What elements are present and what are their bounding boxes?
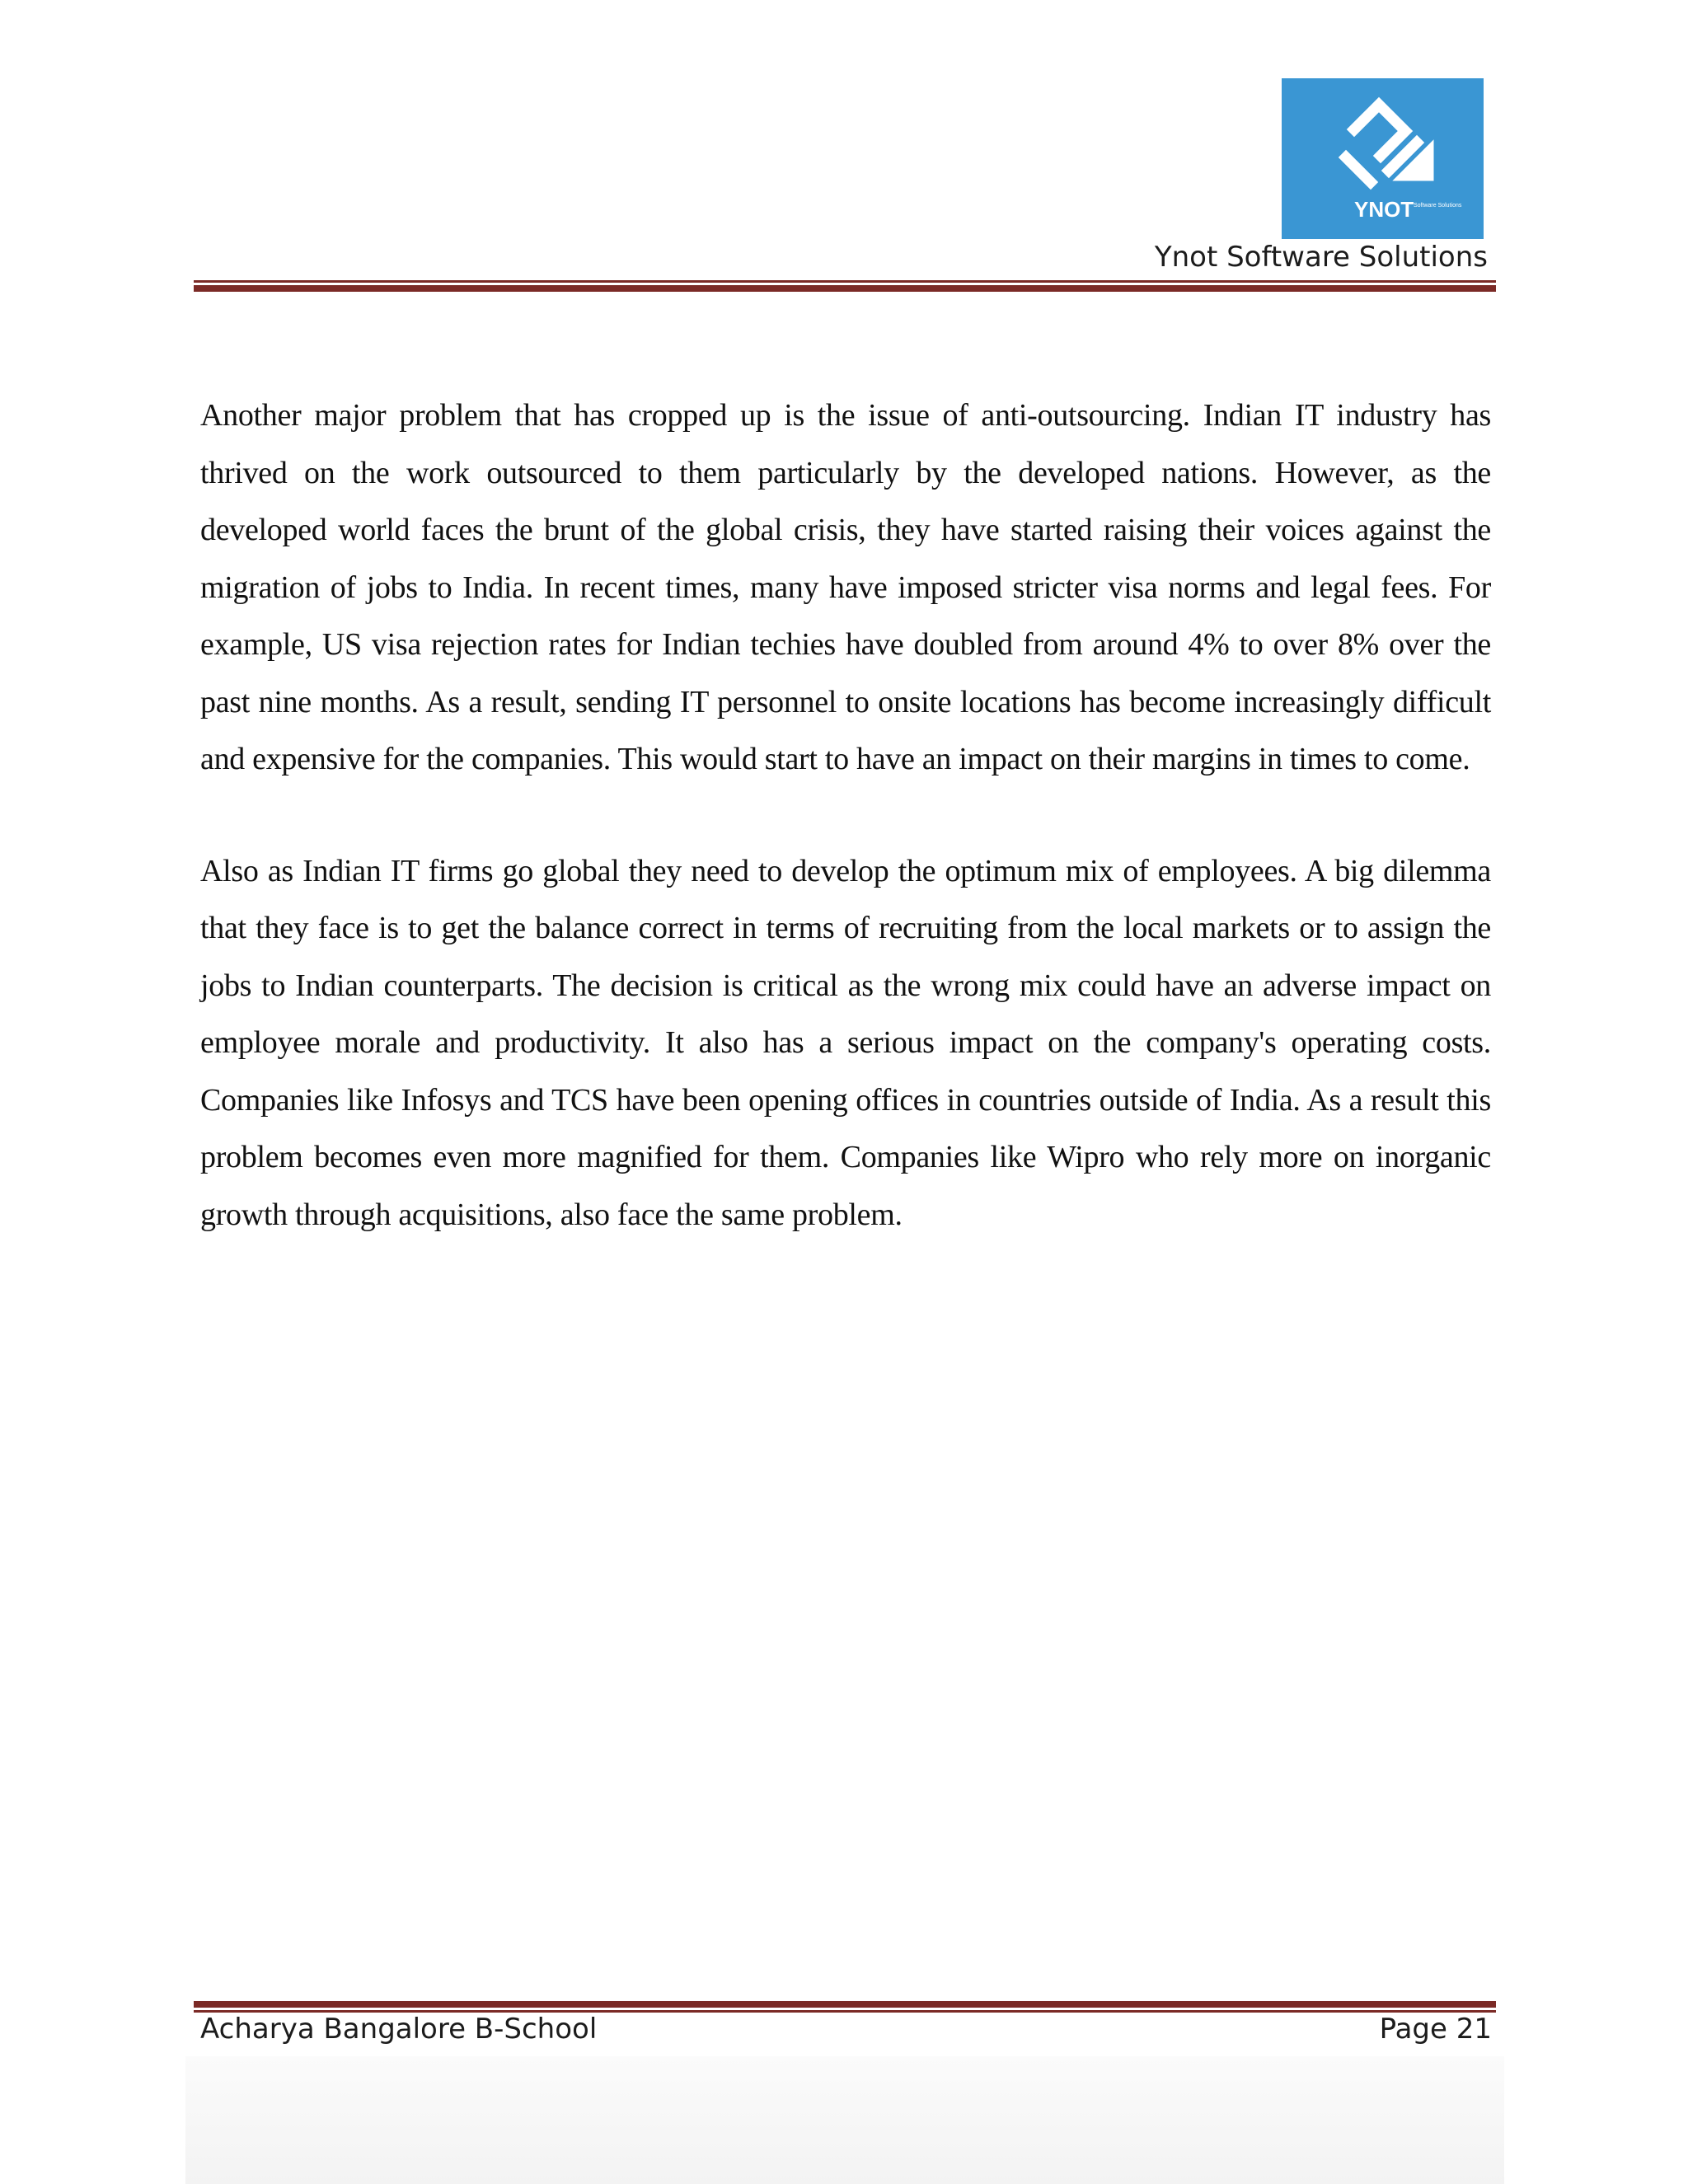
footer-shade <box>185 2056 1504 2184</box>
footer-school-name: Acharya Bangalore B-School <box>200 2013 598 2046</box>
header-divider <box>194 280 1496 292</box>
logo-wordmark: YNOT <box>1354 197 1414 222</box>
header-company-name: Ynot Software Solutions <box>1154 241 1488 274</box>
ynot-logo-icon <box>1282 78 1484 239</box>
page-body <box>200 387 1491 1298</box>
company-logo <box>1282 78 1484 239</box>
logo-tagline: Software Solutions <box>1414 203 1462 209</box>
footer-divider <box>194 2001 1496 2013</box>
page-number: Page 21 <box>1379 2013 1492 2046</box>
paragraph-anti-outsourcing: Another major problem that has cropped up is the issue of anti-outsourcing. Indian IT industry has thrived on the work outsourced to them particularly by the developed nations. However, as the developed world faces the brunt of the global crisis, they have started raising their voices against the migration of jobs to India. In recent times, many have imposed stricter visa norms and legal fees. For example, US visa rejection rates for Indian techies have doubled from around 4% to over 8% over the past nine months. As a result, sending IT personnel to onsite locations has become increasingly difficult and expensive for the companies. This would start to have an impact on their margins in times to come. <box>200 398 1491 776</box>
paragraph-employee-mix: Also as Indian IT firms go global they need to develop the optimum mix of employees. A big dilemma that they face is to get the balance correct in terms of recruiting from the local markets or to assign the jobs to Indian counterparts. The decision is critical as the wrong mix could have an adverse impact on employee morale and productivity. It also has a serious impact on the company's operating costs. Companies like Infosys and TCS have been opening offices in countries outside of India. As a result this problem becomes even more magnified for them. Companies like Wipro who rely more on inorganic growth through acquisitions, also face the same problem. <box>200 853 1491 1232</box>
